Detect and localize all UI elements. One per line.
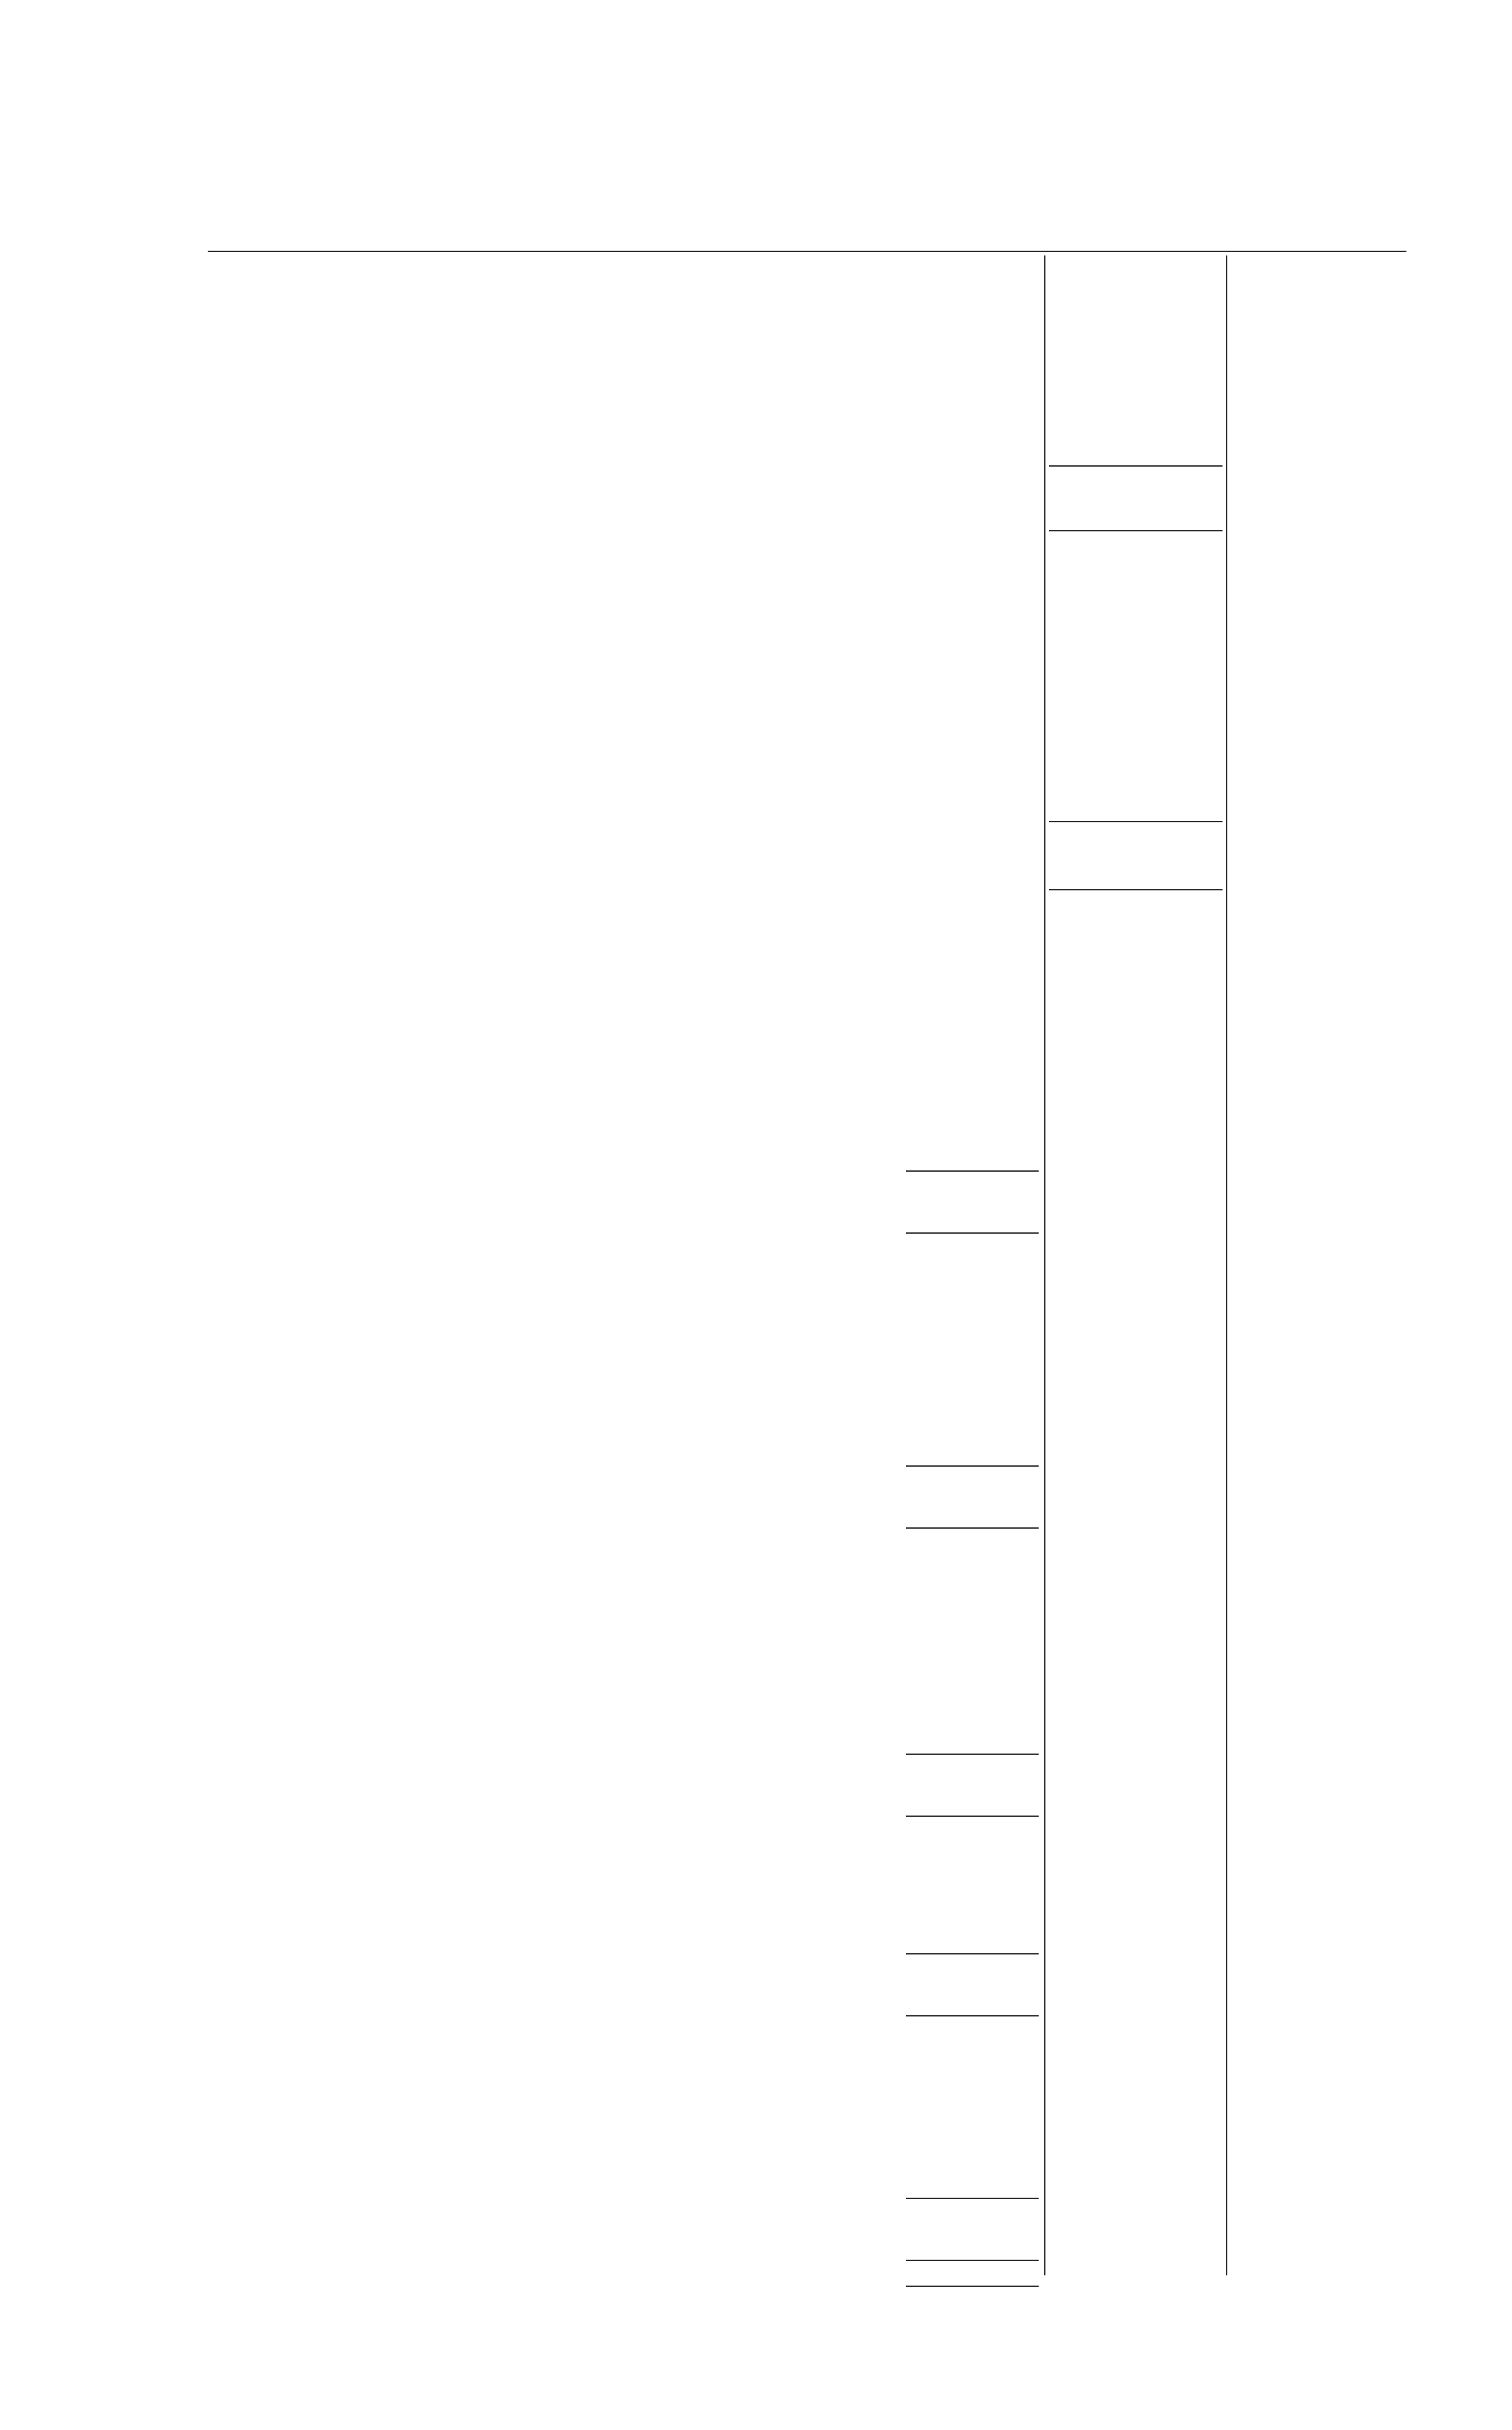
auckland-subtotal-rule bbox=[906, 1170, 1039, 1172]
receiving_home-subtotal-rule bbox=[906, 2198, 1039, 2199]
auckland-less-rule bbox=[906, 1232, 1039, 1234]
col-rule-1 bbox=[1044, 255, 1045, 2275]
receiving_home-less-rule bbox=[906, 2260, 1039, 2261]
col-rule-2 bbox=[1226, 255, 1227, 2275]
public-net-rule bbox=[1049, 530, 1223, 531]
burnham-subtotal-rule bbox=[906, 1465, 1039, 1467]
caversham-less-rule bbox=[906, 1816, 1039, 1817]
final-rule bbox=[906, 2286, 1039, 2287]
public-subtotal-rule bbox=[1049, 465, 1223, 467]
native-subtotal-rule bbox=[1049, 821, 1223, 822]
te_oranga-less-rule bbox=[906, 2015, 1039, 2016]
native-net-rule bbox=[1049, 889, 1223, 890]
header-rule bbox=[208, 251, 1406, 252]
burnham-less-rule bbox=[906, 1527, 1039, 1529]
te_oranga-subtotal-rule bbox=[906, 1953, 1039, 1954]
caversham-subtotal-rule bbox=[906, 1754, 1039, 1755]
